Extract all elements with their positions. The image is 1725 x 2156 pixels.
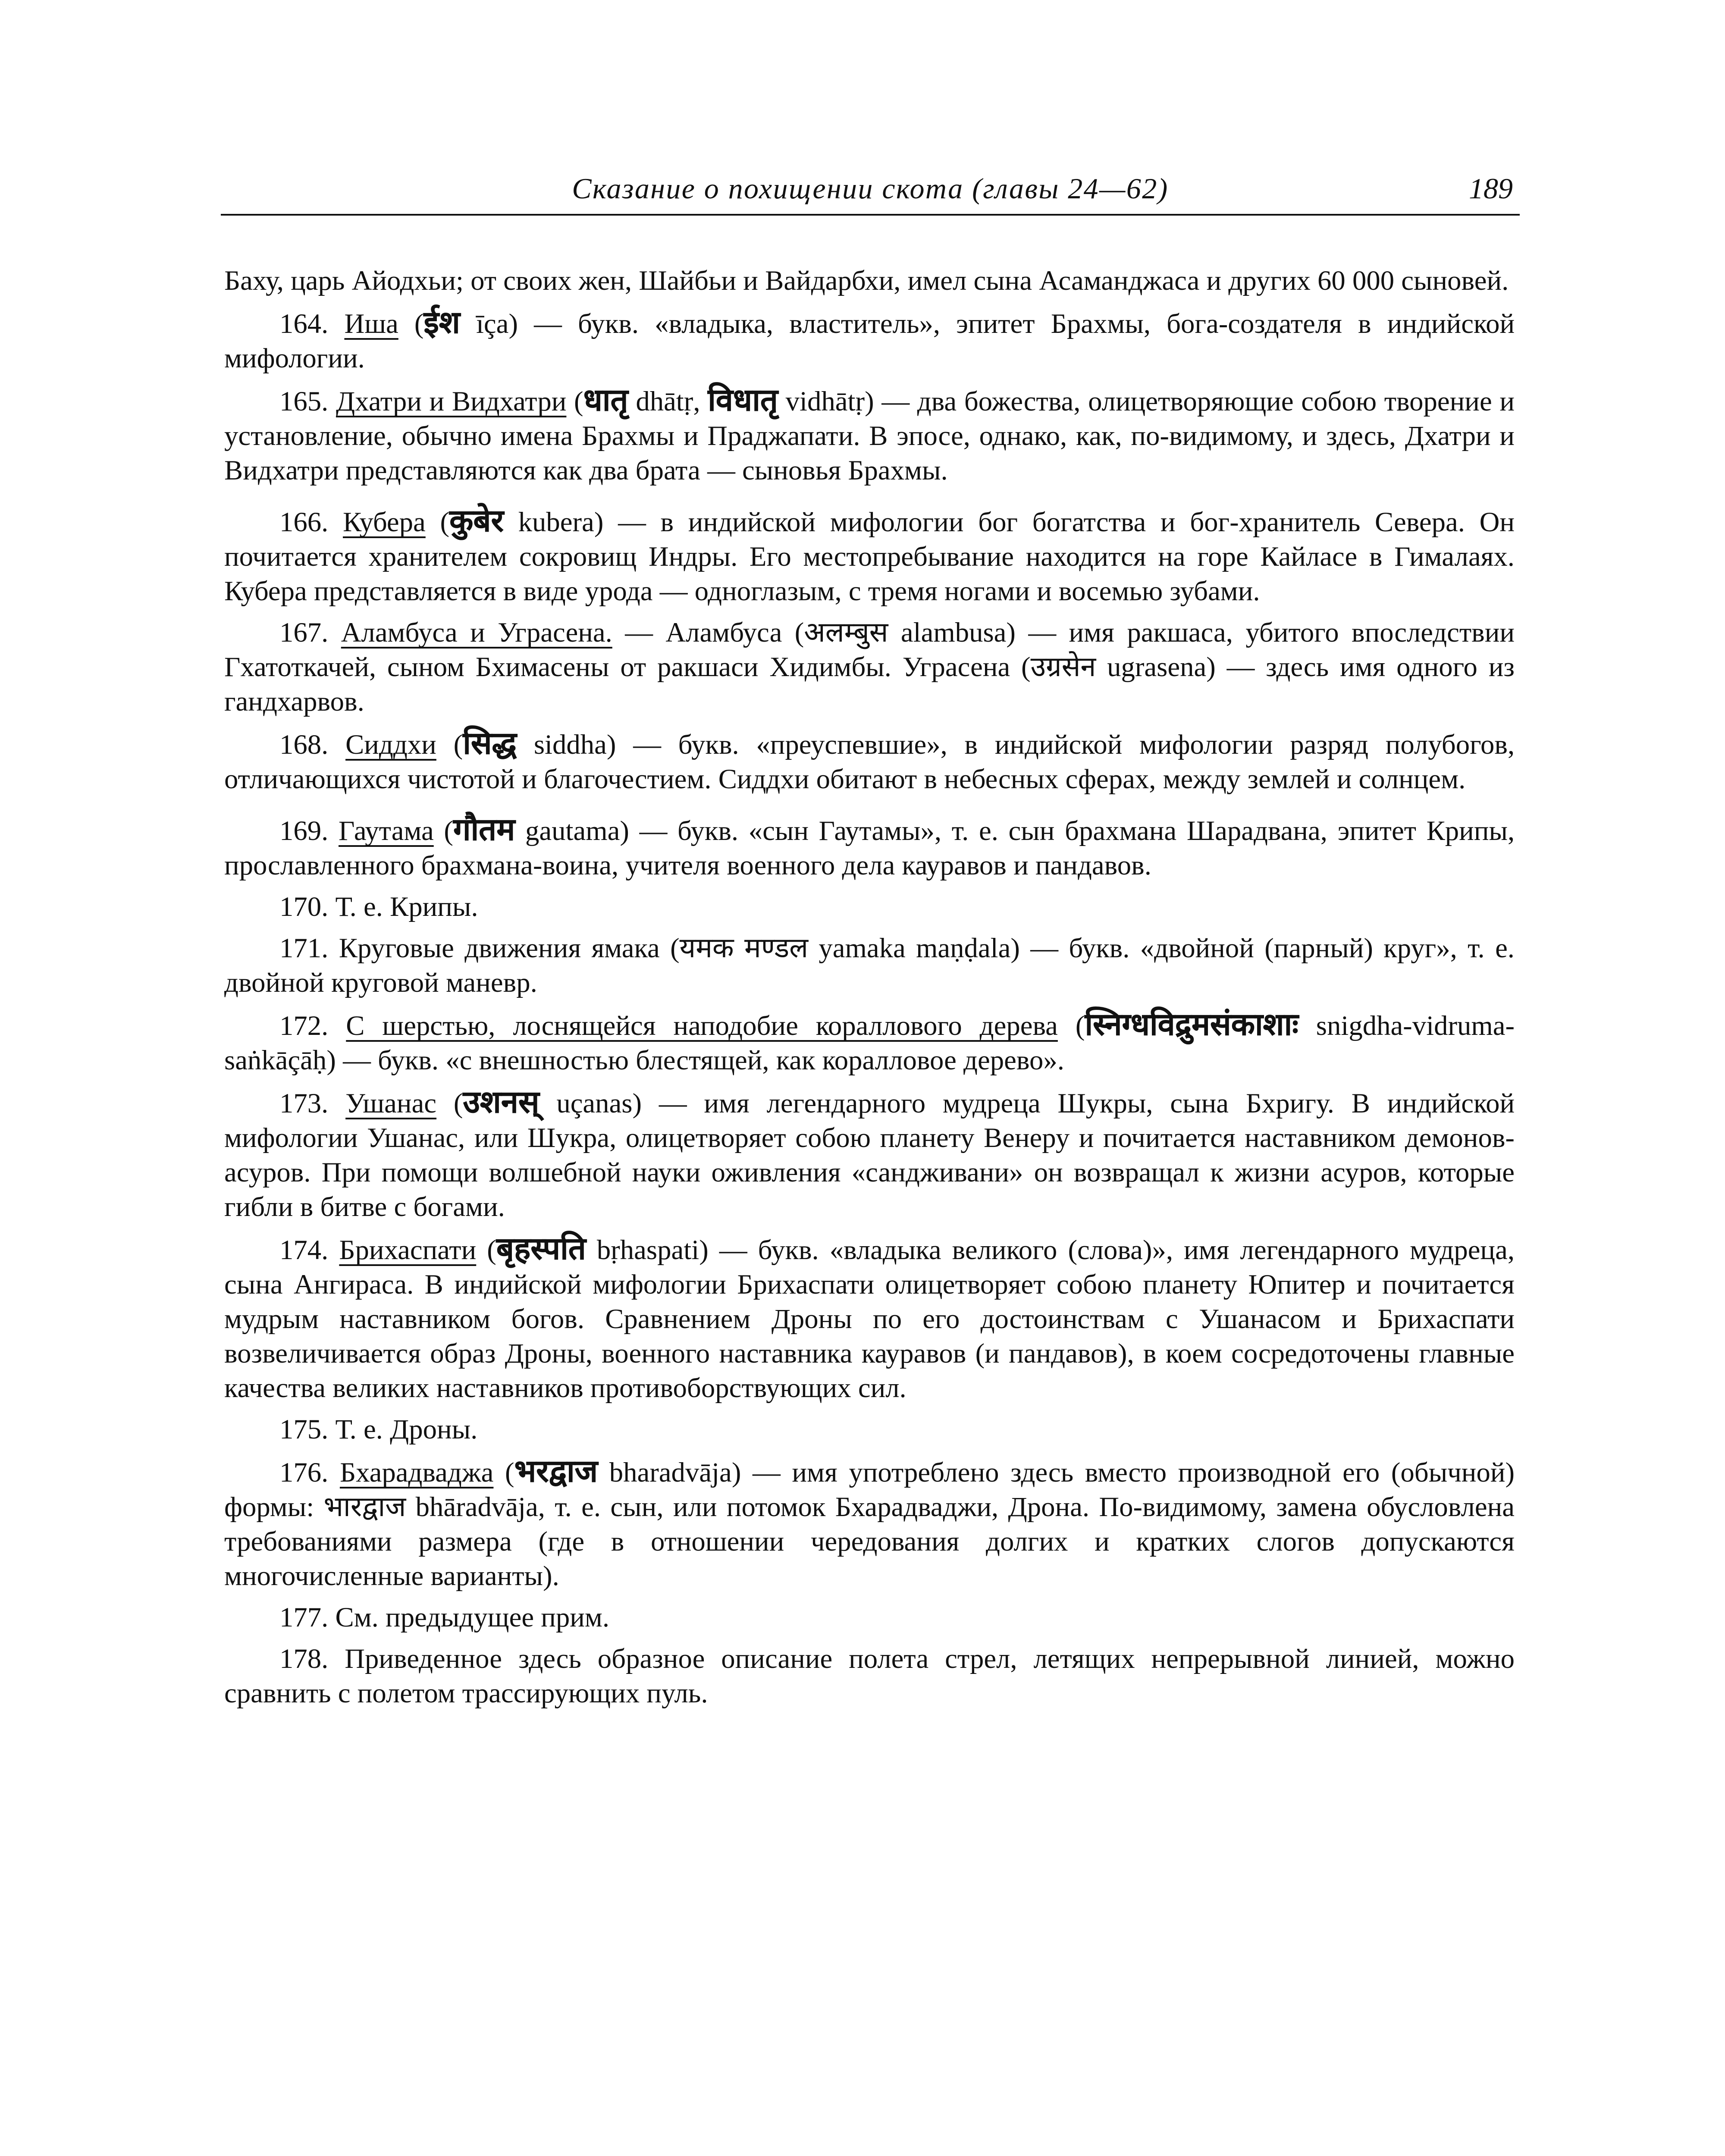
note-text: — букв. «с внешностью блестящей, как коралловое дерево». <box>343 1045 1064 1076</box>
transliteration: uçanas <box>556 1088 633 1119</box>
transliteration: gautama <box>525 816 620 847</box>
sanskrit-word-2: विधातृ <box>708 383 778 417</box>
note-171 <box>224 931 1515 1000</box>
note-text: Круговые движения ямака (यमक मण्डल yamaka maṇḍala) — букв. «двойной (парный) круг», т. е. двойной круговой маневр. <box>224 933 1515 999</box>
note-number: 174. <box>279 1235 329 1266</box>
note-text: — имя легендарного мудреца Шукры, сына Бхригу. В индийской мифологии Ушанас, или Шукра, олицетворяет собою планету Венеру и почитается наставником демонов-асуров. При помощи волшебной науки оживления «сандживани» он возвращал к жизни асуров, которые гибли в битве с богами. <box>224 1088 1515 1223</box>
note-continuation <box>224 264 1515 298</box>
note-170 <box>224 890 1515 924</box>
note-term: Кубера <box>343 507 426 538</box>
note-number: 173. <box>279 1088 329 1119</box>
note-term: С шерстью, лоснящейся наподобие кораллового дерева <box>346 1011 1058 1042</box>
note-number: 171. <box>279 933 329 964</box>
transliteration: dhātṛ, <box>636 386 700 417</box>
sanskrit-word: स्निग्धविद्रुमसंकाशाः <box>1085 1007 1298 1042</box>
note-173: 173. Ушанас (उशनस् uçanas) — имя легендарного мудреца Шукры, сына Бхригу. В индийской мифологии Ушанас, или Шукра, олицетворяет собою планету Венеру и почитается наставником демонов-асуров. При помощи волшебной науки оживления «сандживани» он возвращал к жизни асуров, которые гибли в битве с богами. <box>224 1085 1515 1223</box>
note-term: Брихаспати <box>339 1235 477 1266</box>
note-176: 176. Бхарадваджа (भरद्वाज bharadvāja) — имя употреблено здесь вместо производной его (обычной) формы: भारद्वाज bhāradvāja, т. е. сын, или потомок Бхарадваджи, Дрона. По-видимому, замена обусловлена требованиями размера (где в отношении чередования долгих и кратких слогов допускаются многочисленные варианты). <box>224 1454 1515 1592</box>
note-174: 174. Брихаспати (बृहस्पति bṛhaspati) — букв. «владыка великого (слова)», имя легендарного мудреца, сына Ангираса. В индийской мифологии Брихаспати олицетворяет собою планету Юпитер и почитается мудрым наставником богов. Сравнением Дроны по его достоинствам с Ушанасом и Брихаспати возвеличивается образ Дроны, военного наставника кауравов (и пандавов), в коем сосредоточены главные качества великих наставников противоборствующих сил. <box>224 1232 1515 1404</box>
note-number: 168. <box>279 730 329 761</box>
note-167 <box>224 616 1515 719</box>
running-header <box>221 172 1520 216</box>
note-text: — имя употреблено здесь вместо производной его (обычной) формы: भारद्वाज bhāradvāja, т. е. сын, или потомок Бхарадваджи, Дрона. По-видимому, замена обусловлена требованиями размера (где в отношении чередования долгих и кратких слогов допускаются многочисленные варианты). <box>224 1457 1515 1592</box>
note-term: Гаутама <box>339 816 434 847</box>
note-number: 177. <box>279 1602 329 1633</box>
note-178 <box>224 1642 1515 1711</box>
note-term: Аламбуса и Уграсена. <box>341 617 612 649</box>
note-term: Иша <box>344 309 398 340</box>
note-text: См. предыдущее прим. <box>335 1602 610 1633</box>
sanskrit-word: बृहस्पति <box>496 1232 586 1266</box>
note-text: — букв. «преуспевшие», в индийской мифологии разряд полубогов, отличающихся чистотой и благочестием. Сиддхи обитают в небесных сферах, между землей и солнцем. <box>224 730 1515 795</box>
note-166: 166. Кубера (कुबेर kubera) — в индийской мифологии бог богатства и бог-хранитель Севера. Он почитается хранителем сокровищ Индры. Его местопребывание находится на горе Кайласе в Гималаях. Кубера представляется в виде урода — одноглазым, с тремя ногами и восемью зубами. <box>224 504 1515 607</box>
note-text: — в индийской мифологии бог богатства и бог-хранитель Севера. Он почитается хранителем сокровищ Индры. Его местопребывание находится на горе Кайласе в Гималаях. Кубера представляется в виде урода — одноглазым, с тремя ногами и восемью зубами. <box>224 507 1515 607</box>
note-text: — букв. «владыка, властитель», эпитет Брахмы, бога-создателя в индийской мифологии. <box>224 309 1515 374</box>
sanskrit-word: सिद्ध <box>463 726 517 761</box>
note-text: — букв. «владыка великого (слова)», имя легендарного мудреца, сына Ангираса. В индийской мифологии Брихаспати олицетворяет собою планету Юпитер и почитается мудрым наставником богов. Сравнением Дроны по его достоинствам с Ушанасом и Брихаспати возвеличивается образ Дроны, военного наставника кауравов (и пандавов), в коем сосредоточены главные качества великих наставников противоборствующих сил. <box>224 1235 1515 1404</box>
note-169: 169. Гаутама (गौतम gautama) — букв. «сын Гаутамы», т. е. сын брахмана Шарадвана, эпитет Крипы, прославленного брахмана-воина, учителя военного дела кауравов и пандавов. <box>224 812 1515 881</box>
transliteration: snigdha-vidruma-saṅkāçāḥ <box>224 1011 1515 1076</box>
transliteration: īça <box>476 309 509 340</box>
note-number: 170. <box>279 892 329 923</box>
note-text: — букв. «сын Гаутамы», т. е. сын брахмана Шарадвана, эпитет Крипы, прославленного брахмана-воина, учителя военного дела кауравов и пандавов. <box>224 816 1515 881</box>
note-number: 178. <box>279 1644 329 1675</box>
running-title: Сказание о похищении скота (главы 24—62) <box>572 172 1169 205</box>
note-text: — Аламбуса (अलम्बुस alambusa) — имя ракшаса, убитого впоследствии Гхатоткачей, сыном Бхимасены от ракшаси Хидимбы. Уграсена (उग्रसेन ugrasena) — здесь имя одного из гандхарвов. <box>224 617 1515 718</box>
transliteration: siddha <box>533 730 607 761</box>
note-term: Дхатри и Видхатри <box>336 386 567 417</box>
transliteration: bṛhaspati <box>596 1235 699 1266</box>
note-165: 165. Дхатри и Видхатри (धातृ dhātṛ, विधातृ vidhātṛ) — два божества, олицетворяющие собою творение и установление, обычно имена Брахмы и Праджапати. В эпосе, однако, как, по-видимому, и здесь, Дхатри и Видхатри представляются как два брата — сыновья Брахмы. <box>224 383 1515 486</box>
note-177 <box>224 1601 1515 1635</box>
note-number: 167. <box>279 617 329 649</box>
note-text: — два божества, олицетворяющие собою творение и установление, обычно имена Брахмы и Праджапати. В эпосе, однако, как, по-видимому, и здесь, Дхатри и Видхатри представляются как два брата — сыновья Брахмы. <box>224 386 1515 486</box>
note-175 <box>224 1413 1515 1447</box>
note-number: 166. <box>279 507 329 538</box>
sanskrit-word: कुबेर <box>449 504 504 538</box>
note-172: 172. С шерстью, лоснящейся наподобие кораллового дерева (स्निग्धविद्रुमसंकाशाः snigdha-vidruma-saṅkāçāḥ) — букв. «с внешностью блестящей, как коралловое дерево». <box>224 1007 1515 1076</box>
note-168: 168. Сиддхи (सिद्ध siddha) — букв. «преуспевшие», в индийской мифологии разряд полубогов, отличающихся чистотой и благочестием. Сиддхи обитают в небесных сферах, между землей и солнцем. <box>224 726 1515 795</box>
note-term: Ушанас <box>345 1088 437 1119</box>
notes-body <box>224 264 1515 1718</box>
sanskrit-word: गौतम <box>453 812 515 847</box>
transliteration: bharadvāja <box>609 1457 732 1489</box>
transliteration: kubera <box>518 507 594 538</box>
transliteration-2: vidhātṛ <box>785 386 865 417</box>
note-text: Приведенное здесь образное описание полета стрел, летящих непрерывной линией, можно сравнить с полетом трассирующих пуль. <box>224 1644 1515 1709</box>
sanskrit-word: उशनस् <box>463 1085 539 1119</box>
sanskrit-word: ईश <box>423 305 460 340</box>
note-text: Т. е. Дроны. <box>335 1414 478 1445</box>
note-164: 164. Иша (ईश īça) — букв. «владыка, властитель», эпитет Брахмы, бога-создателя в индийской мифологии. <box>224 305 1515 374</box>
sanskrit-word: धातृ <box>583 383 628 417</box>
note-number: 164. <box>279 309 329 340</box>
note-number: 176. <box>279 1457 329 1489</box>
note-text: Т. е. Крипы. <box>335 892 478 923</box>
note-term: Сиддхи <box>345 730 436 761</box>
note-term: Бхарадваджа <box>339 1457 494 1489</box>
note-number: 172. <box>279 1011 329 1042</box>
note-text: Баху, царь Айодхьи; от своих жен, Шайбьи и Вайдарбхи, имел сына Асаманджаса и других 60 000 сыновей. <box>224 266 1509 297</box>
note-number: 169. <box>279 816 329 847</box>
note-number: 175. <box>279 1414 329 1445</box>
sanskrit-word: भरद्वाज <box>514 1454 598 1489</box>
note-number: 165. <box>279 386 329 417</box>
page-number: 189 <box>1469 172 1513 205</box>
